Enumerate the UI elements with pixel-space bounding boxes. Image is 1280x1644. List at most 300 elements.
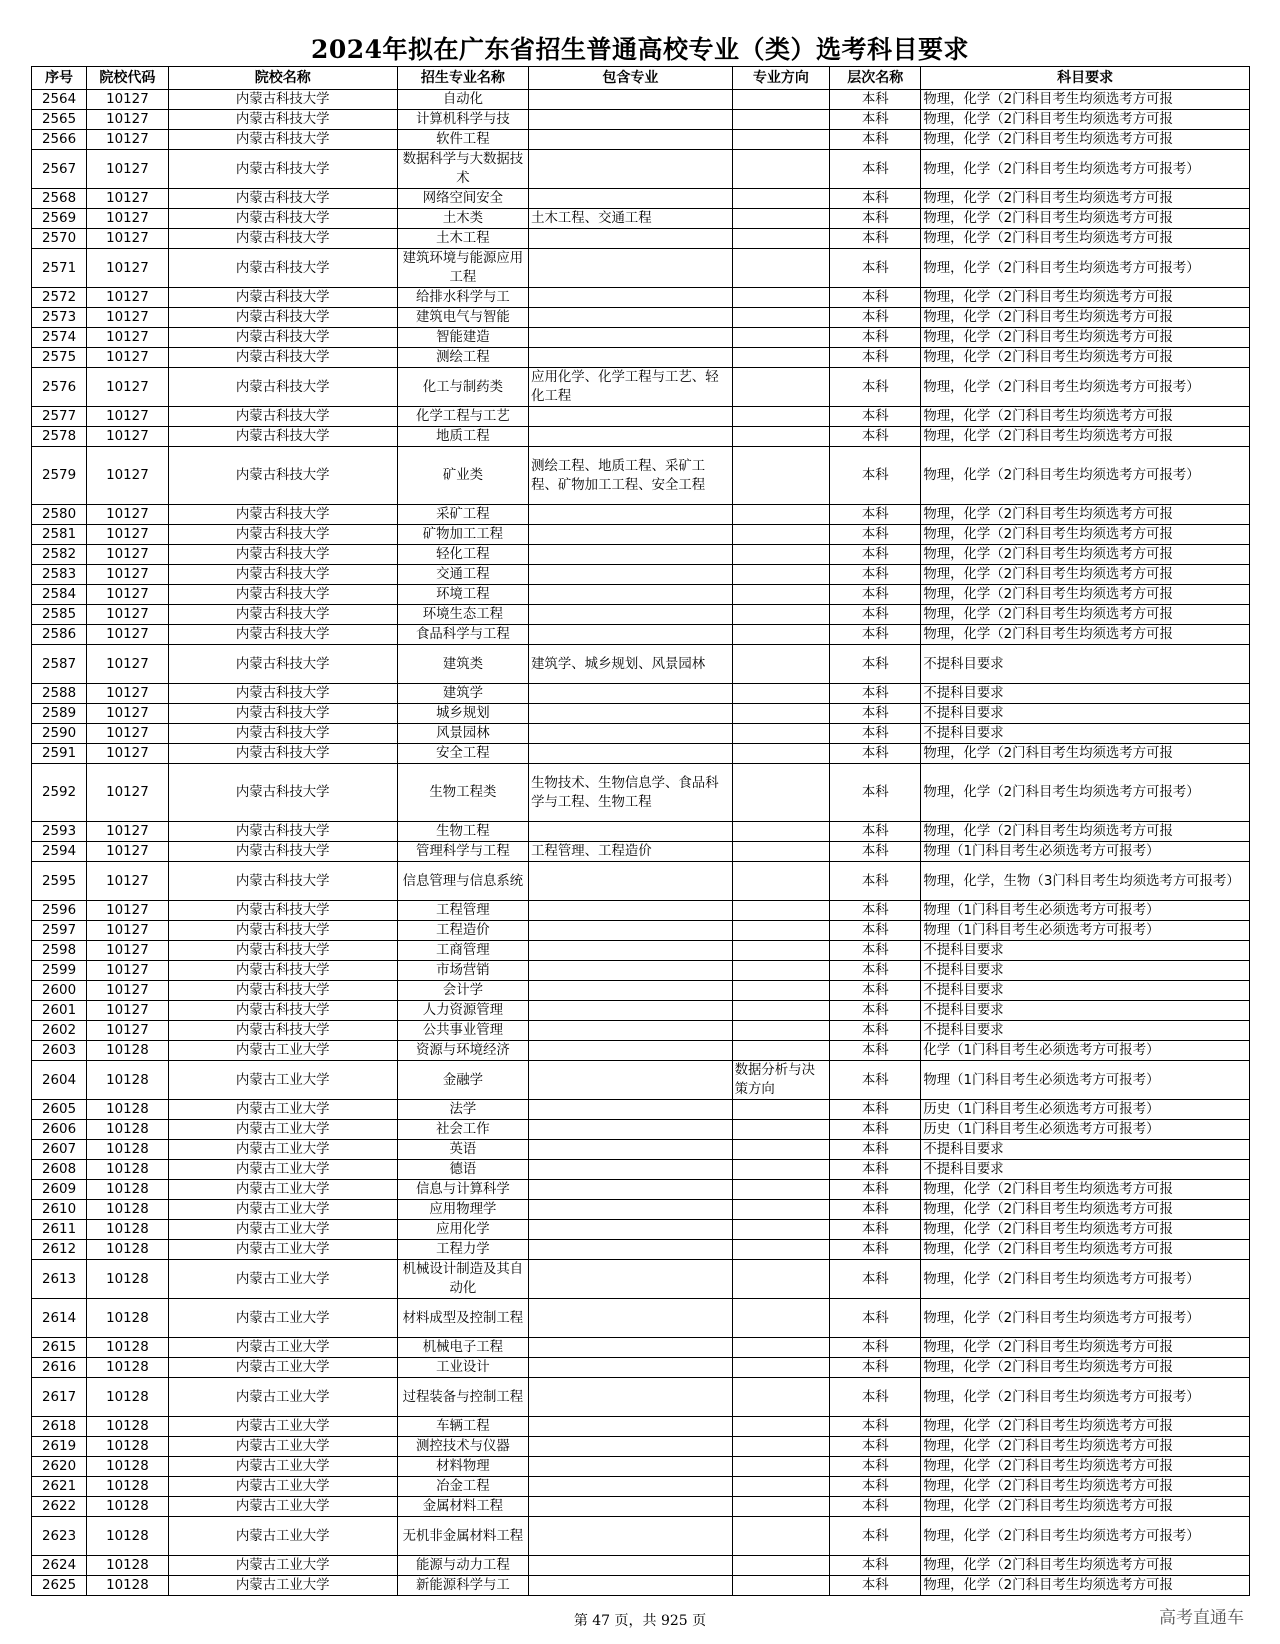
cell-school: 内蒙古科技大学 xyxy=(168,505,397,525)
cell-no: 2622 xyxy=(32,1497,87,1517)
cell-level: 本科 xyxy=(830,249,921,288)
cell-no: 2571 xyxy=(32,249,87,288)
cell-includes xyxy=(529,90,733,110)
cell-level: 本科 xyxy=(830,744,921,764)
cell-school: 内蒙古科技大学 xyxy=(168,308,397,328)
cell-level: 本科 xyxy=(830,1517,921,1556)
cell-direction: 数据分析与决策方向 xyxy=(732,1061,830,1100)
cell-major: 应用物理学 xyxy=(397,1200,528,1220)
cell-includes xyxy=(529,1378,733,1417)
cell-no: 2576 xyxy=(32,368,87,407)
table-row xyxy=(32,505,1250,525)
cell-school: 内蒙古科技大学 xyxy=(168,684,397,704)
cell-includes xyxy=(529,150,733,189)
cell-requirement: 物理，化学（2门科目考生均须选考方可报 xyxy=(921,1576,1250,1596)
cell-level: 本科 xyxy=(830,229,921,249)
cell-direction xyxy=(732,1021,830,1041)
cell-requirement: 不提科目要求 xyxy=(921,941,1250,961)
cell-major: 生物工程类 xyxy=(397,764,528,822)
cell-includes xyxy=(529,921,733,941)
cell-direction xyxy=(732,625,830,645)
cell-direction xyxy=(732,1556,830,1576)
table-row xyxy=(32,605,1250,625)
cell-major: 机械电子工程 xyxy=(397,1338,528,1358)
cell-requirement: 物理，化学（2门科目考生均须选考方可报 xyxy=(921,1437,1250,1457)
table-row xyxy=(32,1417,1250,1437)
cell-major: 安全工程 xyxy=(397,744,528,764)
table-row xyxy=(32,744,1250,764)
cell-includes xyxy=(529,1477,733,1497)
cell-school: 内蒙古科技大学 xyxy=(168,941,397,961)
table-row xyxy=(32,328,1250,348)
table-header xyxy=(32,67,1250,90)
table-row xyxy=(32,407,1250,427)
cell-no: 2564 xyxy=(32,90,87,110)
cell-direction xyxy=(732,862,830,901)
cell-no: 2620 xyxy=(32,1457,87,1477)
cell-level: 本科 xyxy=(830,1338,921,1358)
cell-major: 化学工程与工艺 xyxy=(397,407,528,427)
cell-no: 2595 xyxy=(32,862,87,901)
table-row xyxy=(32,1180,1250,1200)
cell-no: 2573 xyxy=(32,308,87,328)
cell-requirement: 物理，化学（2门科目考生均须选考方可报 xyxy=(921,110,1250,130)
cell-school: 内蒙古科技大学 xyxy=(168,645,397,684)
cell-includes xyxy=(529,545,733,565)
cell-school: 内蒙古科技大学 xyxy=(168,1001,397,1021)
cell-school: 内蒙古科技大学 xyxy=(168,150,397,189)
table-row xyxy=(32,645,1250,684)
cell-no: 2615 xyxy=(32,1338,87,1358)
cell-includes xyxy=(529,1299,733,1338)
table-row xyxy=(32,1041,1250,1061)
table-row xyxy=(32,1220,1250,1240)
cell-includes xyxy=(529,348,733,368)
cell-school: 内蒙古科技大学 xyxy=(168,605,397,625)
cell-school: 内蒙古科技大学 xyxy=(168,209,397,229)
table-row xyxy=(32,1021,1250,1041)
cell-direction xyxy=(732,585,830,605)
cell-direction xyxy=(732,645,830,684)
cell-direction xyxy=(732,822,830,842)
table-row xyxy=(32,1240,1250,1260)
cell-code: 10128 xyxy=(87,1576,169,1596)
cell-no: 2565 xyxy=(32,110,87,130)
cell-requirement: 物理，化学（2门科目考生均须选考方可报 xyxy=(921,348,1250,368)
cell-school: 内蒙古科技大学 xyxy=(168,249,397,288)
table-row xyxy=(32,704,1250,724)
cell-code: 10127 xyxy=(87,348,169,368)
cell-level: 本科 xyxy=(830,901,921,921)
cell-includes xyxy=(529,229,733,249)
table-row xyxy=(32,1556,1250,1576)
cell-includes xyxy=(529,249,733,288)
cell-level: 本科 xyxy=(830,209,921,229)
cell-requirement: 物理，化学，生物（3门科目考生均须选考方可报考） xyxy=(921,862,1250,901)
cell-direction xyxy=(732,981,830,1001)
cell-level: 本科 xyxy=(830,961,921,981)
cell-direction xyxy=(732,704,830,724)
table-row xyxy=(32,862,1250,901)
cell-level: 本科 xyxy=(830,525,921,545)
header-code: 院校代码 xyxy=(87,67,169,90)
cell-code: 10127 xyxy=(87,229,169,249)
cell-includes xyxy=(529,822,733,842)
cell-no: 2603 xyxy=(32,1041,87,1061)
cell-code: 10127 xyxy=(87,704,169,724)
cell-major: 社会工作 xyxy=(397,1120,528,1140)
cell-code: 10127 xyxy=(87,308,169,328)
cell-no: 2568 xyxy=(32,189,87,209)
cell-includes xyxy=(529,1457,733,1477)
cell-requirement: 不提科目要求 xyxy=(921,724,1250,744)
cell-code: 10127 xyxy=(87,189,169,209)
cell-direction xyxy=(732,724,830,744)
cell-code: 10127 xyxy=(87,249,169,288)
cell-no: 2582 xyxy=(32,545,87,565)
cell-requirement: 物理，化学（2门科目考生均须选考方可报 xyxy=(921,229,1250,249)
cell-level: 本科 xyxy=(830,1100,921,1120)
cell-major: 法学 xyxy=(397,1100,528,1120)
cell-requirement: 物理，化学（2门科目考生均须选考方可报 xyxy=(921,90,1250,110)
cell-major: 数据科学与大数据技术 xyxy=(397,150,528,189)
cell-direction xyxy=(732,249,830,288)
cell-requirement: 物理（1门科目考生必须选考方可报考） xyxy=(921,921,1250,941)
cell-includes: 建筑学、城乡规划、风景园林 xyxy=(529,645,733,684)
cell-direction xyxy=(732,605,830,625)
cell-major: 材料成型及控制工程 xyxy=(397,1299,528,1338)
cell-major: 车辆工程 xyxy=(397,1417,528,1437)
cell-direction xyxy=(732,1497,830,1517)
cell-school: 内蒙古科技大学 xyxy=(168,842,397,862)
cell-no: 2580 xyxy=(32,505,87,525)
table-row xyxy=(32,724,1250,744)
cell-level: 本科 xyxy=(830,645,921,684)
cell-no: 2598 xyxy=(32,941,87,961)
table-row xyxy=(32,625,1250,645)
cell-requirement: 物理，化学（2门科目考生均须选考方可报 xyxy=(921,1556,1250,1576)
cell-includes xyxy=(529,981,733,1001)
cell-no: 2593 xyxy=(32,822,87,842)
cell-requirement: 物理，化学（2门科目考生均须选考方可报 xyxy=(921,130,1250,150)
cell-requirement: 物理，化学（2门科目考生均须选考方可报 xyxy=(921,1358,1250,1378)
cell-requirement: 不提科目要求 xyxy=(921,645,1250,684)
cell-no: 2609 xyxy=(32,1180,87,1200)
cell-major: 建筑类 xyxy=(397,645,528,684)
cell-includes xyxy=(529,1140,733,1160)
cell-level: 本科 xyxy=(830,545,921,565)
cell-school: 内蒙古工业大学 xyxy=(168,1100,397,1120)
table-row xyxy=(32,1338,1250,1358)
cell-requirement: 物理，化学（2门科目考生均须选考方可报 xyxy=(921,328,1250,348)
cell-level: 本科 xyxy=(830,764,921,822)
cell-code: 10128 xyxy=(87,1497,169,1517)
cell-includes xyxy=(529,605,733,625)
cell-includes xyxy=(529,724,733,744)
cell-includes xyxy=(529,1417,733,1437)
cell-code: 10127 xyxy=(87,407,169,427)
cell-major: 德语 xyxy=(397,1160,528,1180)
cell-includes xyxy=(529,704,733,724)
cell-direction xyxy=(732,1378,830,1417)
table-row xyxy=(32,1120,1250,1140)
cell-level: 本科 xyxy=(830,941,921,961)
cell-requirement: 物理，化学（2门科目考生均须选考方可报 xyxy=(921,407,1250,427)
cell-school: 内蒙古工业大学 xyxy=(168,1477,397,1497)
cell-includes xyxy=(529,1517,733,1556)
table-row xyxy=(32,1497,1250,1517)
cell-level: 本科 xyxy=(830,130,921,150)
cell-direction xyxy=(732,901,830,921)
table-row xyxy=(32,308,1250,328)
table-row xyxy=(32,1457,1250,1477)
cell-major: 采矿工程 xyxy=(397,505,528,525)
cell-code: 10127 xyxy=(87,1021,169,1041)
cell-major: 城乡规划 xyxy=(397,704,528,724)
cell-level: 本科 xyxy=(830,1299,921,1338)
cell-major: 土木类 xyxy=(397,209,528,229)
cell-requirement: 物理，化学（2门科目考生均须选考方可报考） xyxy=(921,1299,1250,1338)
cell-includes xyxy=(529,1240,733,1260)
cell-major: 建筑环境与能源应用工程 xyxy=(397,249,528,288)
cell-major: 市场营销 xyxy=(397,961,528,981)
cell-requirement: 物理，化学（2门科目考生均须选考方可报 xyxy=(921,1457,1250,1477)
cell-code: 10127 xyxy=(87,684,169,704)
cell-code: 10127 xyxy=(87,427,169,447)
cell-code: 10128 xyxy=(87,1260,169,1299)
cell-level: 本科 xyxy=(830,724,921,744)
cell-includes xyxy=(529,328,733,348)
cell-direction xyxy=(732,1517,830,1556)
cell-direction xyxy=(732,1437,830,1457)
cell-includes xyxy=(529,585,733,605)
cell-no: 2605 xyxy=(32,1100,87,1120)
table-row xyxy=(32,1260,1250,1299)
cell-code: 10128 xyxy=(87,1517,169,1556)
cell-direction xyxy=(732,565,830,585)
cell-includes xyxy=(529,130,733,150)
table-row xyxy=(32,901,1250,921)
cell-requirement: 历史（1门科目考生必须选考方可报考） xyxy=(921,1100,1250,1120)
cell-major: 工业设计 xyxy=(397,1358,528,1378)
cell-major: 矿物加工工程 xyxy=(397,525,528,545)
cell-level: 本科 xyxy=(830,407,921,427)
cell-requirement: 不提科目要求 xyxy=(921,684,1250,704)
cell-no: 2621 xyxy=(32,1477,87,1497)
cell-major: 食品科学与工程 xyxy=(397,625,528,645)
cell-no: 2581 xyxy=(32,525,87,545)
cell-no: 2579 xyxy=(32,447,87,505)
cell-direction xyxy=(732,1358,830,1378)
cell-major: 软件工程 xyxy=(397,130,528,150)
cell-school: 内蒙古科技大学 xyxy=(168,427,397,447)
cell-school: 内蒙古科技大学 xyxy=(168,130,397,150)
cell-includes xyxy=(529,1220,733,1240)
cell-school: 内蒙古工业大学 xyxy=(168,1240,397,1260)
cell-includes xyxy=(529,525,733,545)
cell-includes xyxy=(529,1061,733,1100)
cell-major: 轻化工程 xyxy=(397,545,528,565)
cell-code: 10127 xyxy=(87,921,169,941)
cell-direction xyxy=(732,1001,830,1021)
cell-code: 10127 xyxy=(87,90,169,110)
header-level: 层次名称 xyxy=(830,67,921,90)
cell-direction xyxy=(732,764,830,822)
cell-code: 10127 xyxy=(87,901,169,921)
cell-no: 2586 xyxy=(32,625,87,645)
cell-major: 会计学 xyxy=(397,981,528,1001)
cell-major: 交通工程 xyxy=(397,565,528,585)
cell-school: 内蒙古科技大学 xyxy=(168,565,397,585)
cell-code: 10128 xyxy=(87,1200,169,1220)
cell-requirement: 物理（1门科目考生必须选考方可报考） xyxy=(921,901,1250,921)
cell-school: 内蒙古科技大学 xyxy=(168,981,397,1001)
cell-requirement: 物理，化学（2门科目考生均须选考方可报考） xyxy=(921,1260,1250,1299)
cell-requirement: 物理，化学（2门科目考生均须选考方可报 xyxy=(921,625,1250,645)
cell-no: 2601 xyxy=(32,1001,87,1021)
cell-school: 内蒙古工业大学 xyxy=(168,1576,397,1596)
cell-includes xyxy=(529,901,733,921)
cell-school: 内蒙古工业大学 xyxy=(168,1041,397,1061)
table-row xyxy=(32,1061,1250,1100)
cell-level: 本科 xyxy=(830,1576,921,1596)
table-row xyxy=(32,427,1250,447)
cell-level: 本科 xyxy=(830,1437,921,1457)
cell-direction xyxy=(732,1477,830,1497)
cell-level: 本科 xyxy=(830,368,921,407)
cell-requirement: 物理，化学（2门科目考生均须选考方可报 xyxy=(921,744,1250,764)
cell-school: 内蒙古科技大学 xyxy=(168,110,397,130)
cell-major: 计算机科学与技 xyxy=(397,110,528,130)
cell-requirement: 物理，化学（2门科目考生均须选考方可报 xyxy=(921,1417,1250,1437)
cell-requirement: 物理（1门科目考生必须选考方可报考） xyxy=(921,1061,1250,1100)
cell-includes xyxy=(529,1556,733,1576)
cell-school: 内蒙古工业大学 xyxy=(168,1160,397,1180)
cell-no: 2617 xyxy=(32,1378,87,1417)
brand-watermark: 高考直通车 xyxy=(1159,1608,1244,1628)
table-row xyxy=(32,585,1250,605)
cell-no: 2597 xyxy=(32,921,87,941)
cell-no: 2589 xyxy=(32,704,87,724)
cell-level: 本科 xyxy=(830,189,921,209)
cell-requirement: 物理，化学（2门科目考生均须选考方可报 xyxy=(921,1477,1250,1497)
cell-code: 10127 xyxy=(87,862,169,901)
cell-includes xyxy=(529,565,733,585)
cell-major: 信息与计算科学 xyxy=(397,1180,528,1200)
cell-school: 内蒙古工业大学 xyxy=(168,1260,397,1299)
cell-includes: 土木工程、交通工程 xyxy=(529,209,733,229)
cell-major: 环境工程 xyxy=(397,585,528,605)
cell-includes xyxy=(529,744,733,764)
cell-includes xyxy=(529,1576,733,1596)
cell-no: 2588 xyxy=(32,684,87,704)
cell-includes xyxy=(529,1338,733,1358)
cell-school: 内蒙古工业大学 xyxy=(168,1417,397,1437)
cell-includes xyxy=(529,1260,733,1299)
cell-major: 无机非金属材料工程 xyxy=(397,1517,528,1556)
cell-school: 内蒙古科技大学 xyxy=(168,724,397,744)
cell-requirement: 物理，化学（2门科目考生均须选考方可报 xyxy=(921,1338,1250,1358)
cell-direction xyxy=(732,1140,830,1160)
cell-major: 能源与动力工程 xyxy=(397,1556,528,1576)
cell-level: 本科 xyxy=(830,822,921,842)
cell-code: 10127 xyxy=(87,981,169,1001)
cell-school: 内蒙古工业大学 xyxy=(168,1497,397,1517)
cell-requirement: 物理，化学（2门科目考生均须选考方可报 xyxy=(921,1180,1250,1200)
cell-major: 机械设计制造及其自动化 xyxy=(397,1260,528,1299)
cell-includes xyxy=(529,110,733,130)
cell-direction xyxy=(732,505,830,525)
table-row xyxy=(32,1001,1250,1021)
cell-school: 内蒙古科技大学 xyxy=(168,822,397,842)
cell-code: 10128 xyxy=(87,1477,169,1497)
cell-no: 2574 xyxy=(32,328,87,348)
cell-level: 本科 xyxy=(830,981,921,1001)
cell-level: 本科 xyxy=(830,150,921,189)
cell-code: 10127 xyxy=(87,585,169,605)
cell-code: 10128 xyxy=(87,1140,169,1160)
cell-no: 2602 xyxy=(32,1021,87,1041)
cell-no: 2623 xyxy=(32,1517,87,1556)
cell-major: 工程管理 xyxy=(397,901,528,921)
cell-code: 10127 xyxy=(87,288,169,308)
cell-requirement: 物理，化学（2门科目考生均须选考方可报 xyxy=(921,1220,1250,1240)
cell-school: 内蒙古科技大学 xyxy=(168,625,397,645)
cell-school: 内蒙古科技大学 xyxy=(168,901,397,921)
cell-includes xyxy=(529,1160,733,1180)
table-row xyxy=(32,348,1250,368)
cell-code: 10127 xyxy=(87,368,169,407)
table-row xyxy=(32,525,1250,545)
cell-requirement: 物理，化学（2门科目考生均须选考方可报考） xyxy=(921,764,1250,822)
cell-includes xyxy=(529,1497,733,1517)
cell-school: 内蒙古科技大学 xyxy=(168,328,397,348)
cell-direction xyxy=(732,1200,830,1220)
cell-no: 2606 xyxy=(32,1120,87,1140)
table-row xyxy=(32,921,1250,941)
cell-includes xyxy=(529,1358,733,1378)
table-row xyxy=(32,961,1250,981)
table-row xyxy=(32,1378,1250,1417)
cell-includes: 测绘工程、地质工程、采矿工程、矿物加工工程、安全工程 xyxy=(529,447,733,505)
cell-school: 内蒙古工业大学 xyxy=(168,1378,397,1417)
cell-direction xyxy=(732,150,830,189)
cell-school: 内蒙古工业大学 xyxy=(168,1358,397,1378)
cell-direction xyxy=(732,328,830,348)
cell-direction xyxy=(732,447,830,505)
cell-direction xyxy=(732,842,830,862)
cell-code: 10127 xyxy=(87,645,169,684)
cell-level: 本科 xyxy=(830,505,921,525)
cell-level: 本科 xyxy=(830,90,921,110)
cell-requirement: 不提科目要求 xyxy=(921,961,1250,981)
cell-direction xyxy=(732,1576,830,1596)
cell-level: 本科 xyxy=(830,921,921,941)
cell-major: 测控技术与仪器 xyxy=(397,1437,528,1457)
cell-school: 内蒙古科技大学 xyxy=(168,447,397,505)
cell-code: 10127 xyxy=(87,565,169,585)
cell-school: 内蒙古工业大学 xyxy=(168,1517,397,1556)
cell-school: 内蒙古科技大学 xyxy=(168,1021,397,1041)
cell-direction xyxy=(732,1417,830,1437)
cell-major: 给排水科学与工 xyxy=(397,288,528,308)
cell-level: 本科 xyxy=(830,842,921,862)
cell-code: 10128 xyxy=(87,1358,169,1378)
cell-includes xyxy=(529,625,733,645)
cell-no: 2569 xyxy=(32,209,87,229)
cell-direction xyxy=(732,348,830,368)
cell-includes xyxy=(529,1001,733,1021)
